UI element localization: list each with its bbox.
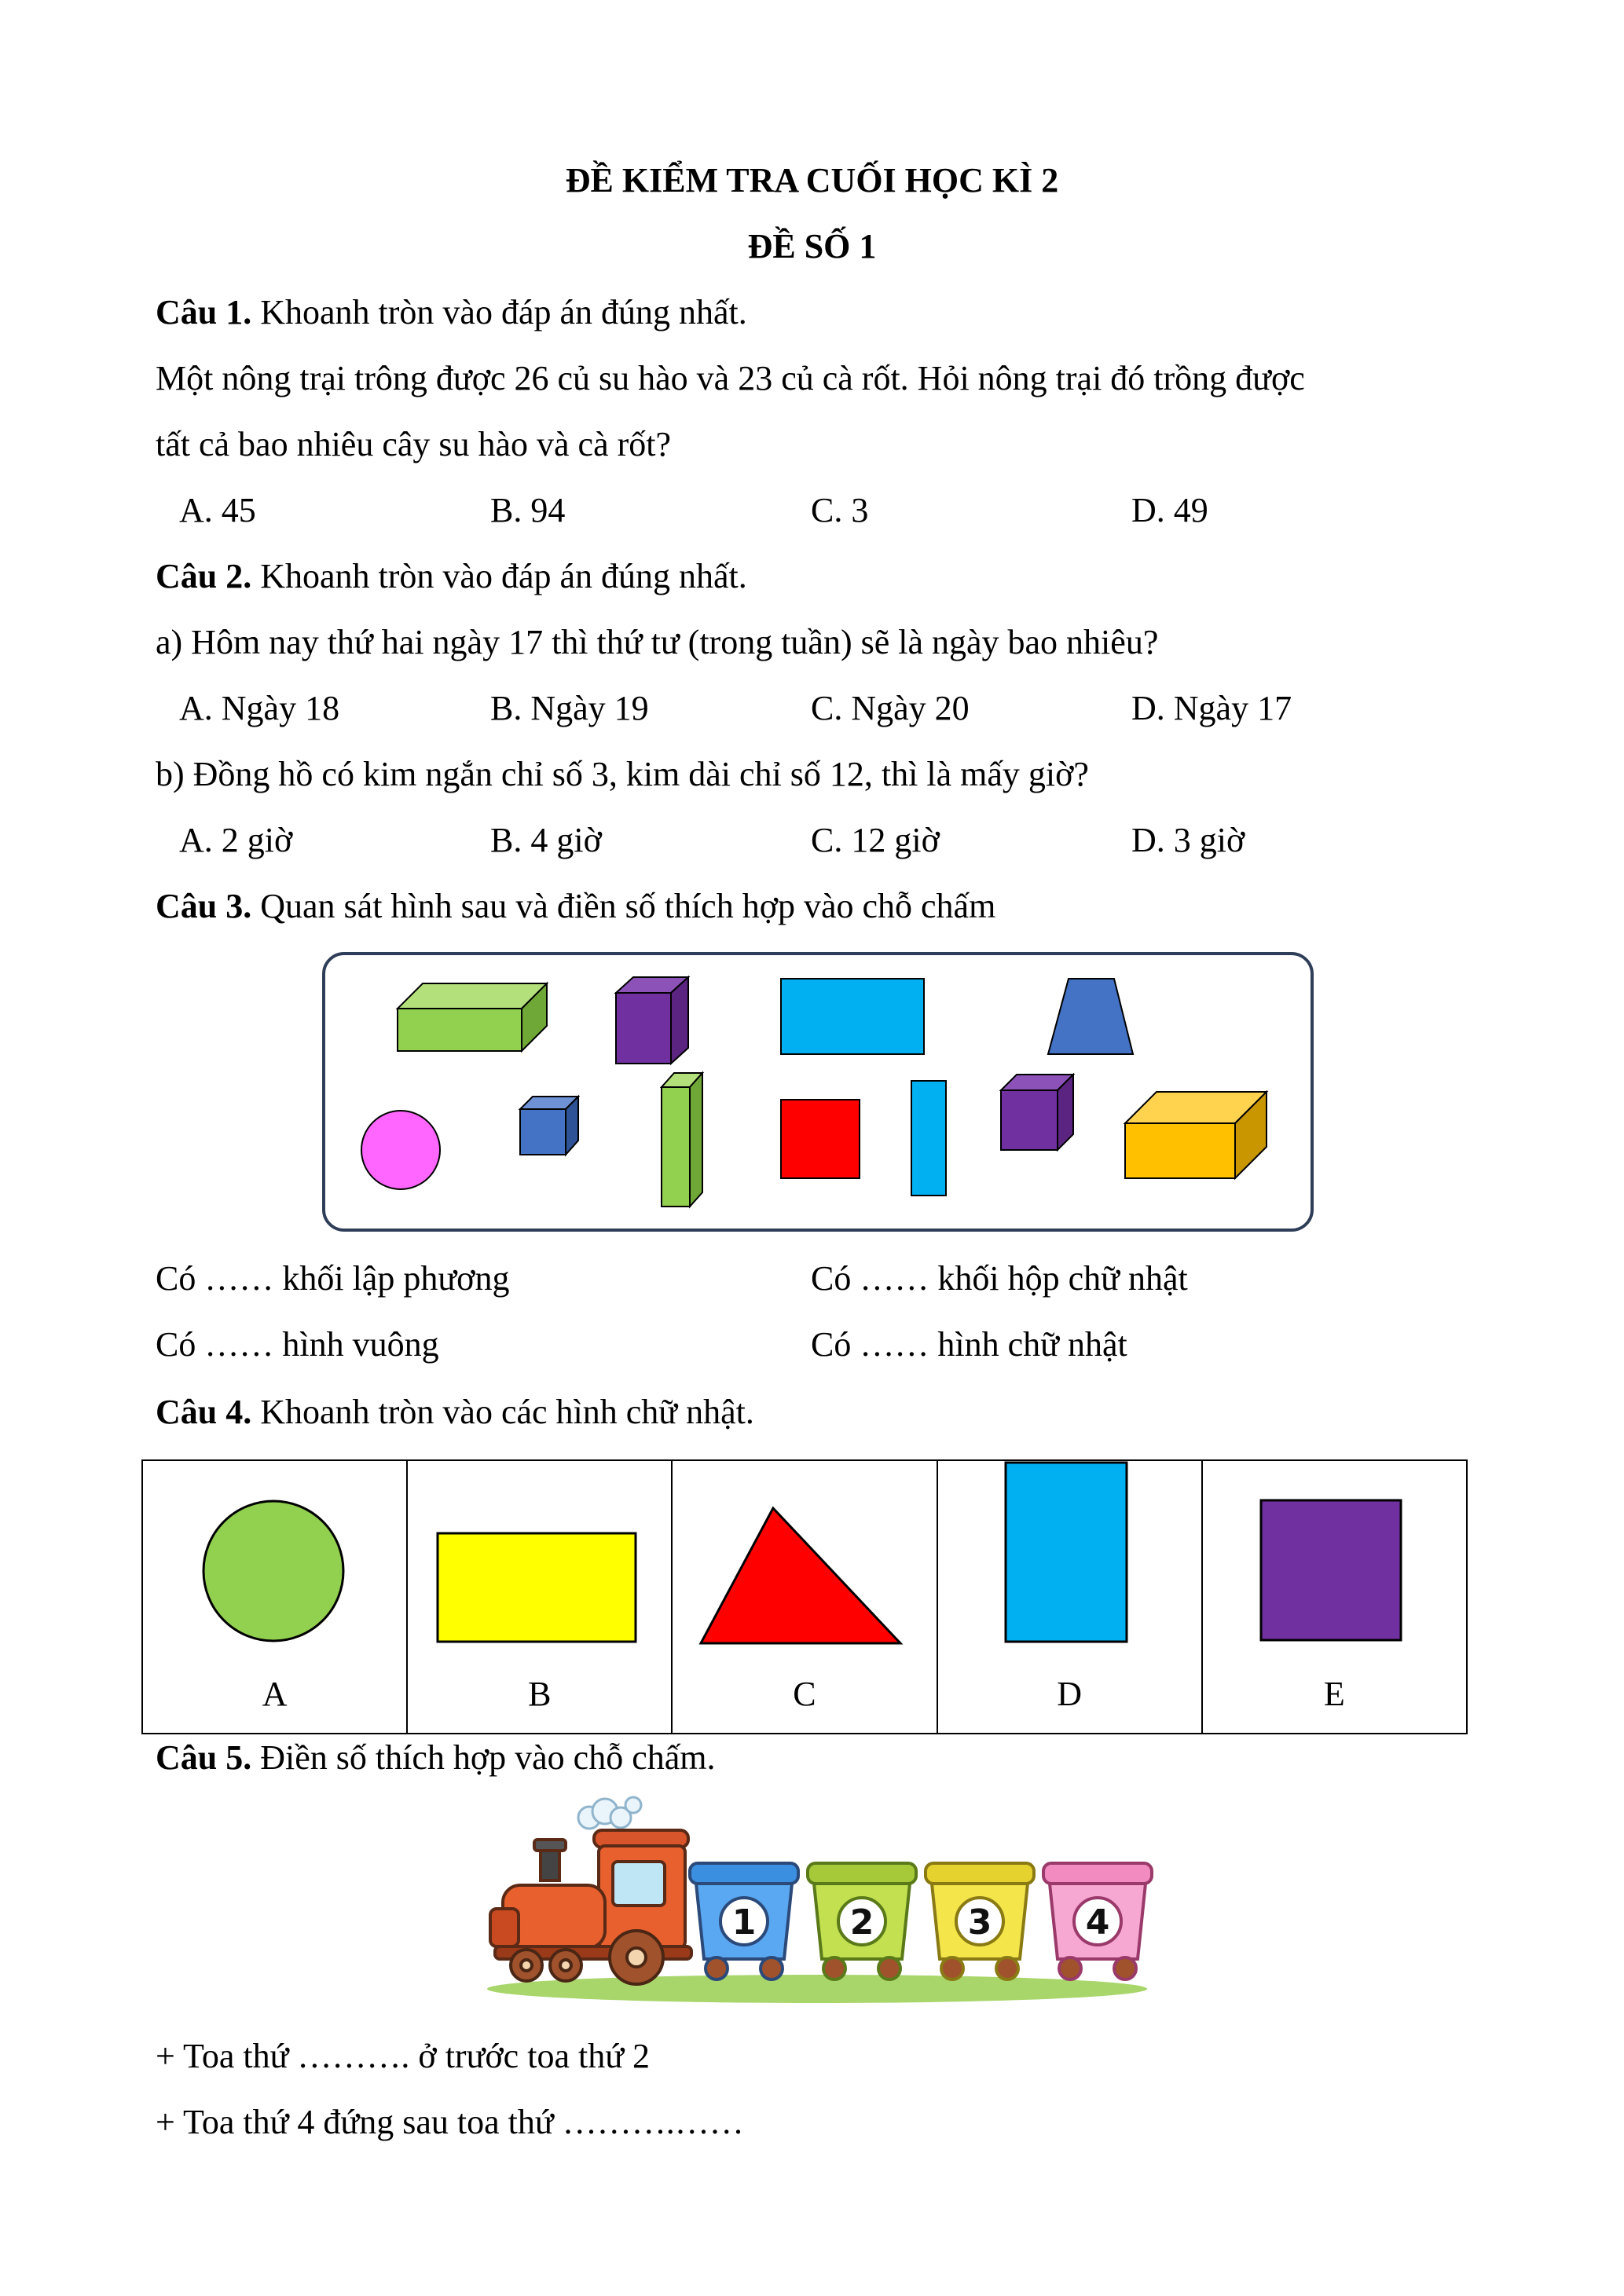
q4-heading: [156, 1392, 754, 1433]
q4-label-e: E: [1323, 1675, 1345, 1713]
green-cuboid-shape: [398, 983, 547, 1051]
q4-label-b: B: [528, 1675, 552, 1713]
q4-cell-a[interactable]: [142, 1460, 407, 1734]
q2b-option-b[interactable]: B. 4 giờ: [490, 821, 602, 859]
q1-instruction: Khoanh tròn vào đáp án đúng nhất.: [251, 293, 747, 331]
page-subtitle: ĐỀ SỐ 1: [747, 227, 877, 265]
q5-instruction: Điền số thích hợp vào chỗ chấm.: [251, 1738, 716, 1777]
q1-heading: [156, 292, 747, 333]
cyan-rectangle-shape: [781, 979, 924, 1054]
q4-cell-c[interactable]: [672, 1460, 937, 1734]
q4-label-c: C: [793, 1675, 816, 1713]
q3-instruction: Quan sát hình sau và điền số thích hợp vào chỗ chấm: [251, 887, 996, 925]
q3-label: Câu 3.: [156, 887, 252, 925]
q3-fill-cuboids[interactable]: Có …… khối hộp chữ nhật: [811, 1259, 1188, 1298]
page-title: ĐỀ KIỂM TRA CUỐI HỌC KÌ 2: [565, 161, 1059, 200]
q2a-option-d[interactable]: D. Ngày 17: [1131, 689, 1292, 727]
q1-option-c[interactable]: C. 3: [811, 491, 869, 529]
q4-shapes-table: [141, 1459, 1468, 1734]
q3-shapes-illustration: [325, 955, 1311, 1229]
wagon-3-number: 3: [967, 1902, 992, 1943]
purple-cube-right-shape: [1001, 1075, 1073, 1150]
smoke-clouds: [578, 1797, 641, 1829]
yellow-cuboid-shape: [1125, 1092, 1267, 1178]
q2a-option-a[interactable]: A. Ngày 18: [179, 689, 340, 727]
q5-fill-line1[interactable]: + Toa thứ ………. ở trước toa thứ 2: [156, 2037, 651, 2075]
wagon-4-number: 4: [1085, 1902, 1110, 1943]
purple-cube-shape: [616, 977, 688, 1064]
q1-option-a[interactable]: A. 45: [179, 491, 256, 529]
q2b-option-a[interactable]: A. 2 giờ: [179, 821, 293, 859]
q1-label: Câu 1.: [156, 293, 252, 331]
q3-shapes-box: [322, 952, 1314, 1232]
wagon-2-number: 2: [849, 1902, 874, 1943]
q5-label: Câu 5.: [156, 1738, 252, 1777]
wagon-4: [1043, 1863, 1152, 1979]
q5-fill-line2[interactable]: + Toa thứ 4 đứng sau toa thứ ……….……: [156, 2103, 744, 2141]
q4-cell-b[interactable]: [407, 1460, 672, 1734]
q5-heading: [156, 1738, 716, 1778]
grass-strip: [487, 1975, 1147, 2003]
wagon-2: [808, 1863, 916, 1979]
q2-label: Câu 2.: [156, 557, 252, 595]
q2b-option-c[interactable]: C. 12 giờ: [811, 821, 940, 859]
wagon-3: [926, 1863, 1034, 1979]
q4-label-d: D: [1057, 1675, 1083, 1713]
train-illustration: [479, 1791, 1155, 2011]
q3-heading: [156, 886, 995, 927]
q2-heading: [156, 556, 747, 597]
q2b-option-d[interactable]: D. 3 giờ: [1131, 821, 1245, 859]
q3-fill-squares[interactable]: Có …… hình vuông: [156, 1325, 439, 1364]
pink-circle-shape: [361, 1111, 440, 1189]
blue-trapezoid-shape: [1048, 979, 1133, 1054]
engine-window: [613, 1862, 665, 1906]
wagon-1: [690, 1863, 798, 1979]
q3-fill-cubes[interactable]: Có …… khối lập phương: [156, 1259, 510, 1298]
cyan-tall-rectangle-shape: [911, 1081, 946, 1196]
q1-text-line2: tất cả bao nhiêu cây su hào và cà rốt?: [156, 425, 672, 463]
engine: [490, 1830, 691, 1959]
green-tall-cuboid-shape: [662, 1073, 702, 1207]
q1-text-line1: Một nông trại trông được 26 củ su hào và 23 củ cà rốt. Hỏi nông trại đó trồng được: [156, 359, 1305, 397]
blue-cube-shape: [520, 1097, 578, 1155]
q4-instruction: Khoanh tròn vào các hình chữ nhật.: [251, 1393, 754, 1431]
q1-option-b[interactable]: B. 94: [490, 491, 566, 529]
q4-label-a: A: [262, 1675, 288, 1713]
q2a-text: a) Hôm nay thứ hai ngày 17 thì thứ tư (trong tuần) sẽ là ngày bao nhiêu?: [156, 623, 1159, 661]
q4-label: Câu 4.: [156, 1393, 252, 1431]
red-square-shape: [781, 1100, 860, 1178]
q4-cell-e[interactable]: [1202, 1460, 1467, 1734]
q2a-option-c[interactable]: C. Ngày 20: [811, 689, 970, 727]
q3-fill-rectangles[interactable]: Có …… hình chữ nhật: [811, 1325, 1127, 1364]
wagon-1-number: 1: [731, 1902, 757, 1943]
q2-instruction: Khoanh tròn vào đáp án đúng nhất.: [251, 557, 747, 595]
q4-cell-d[interactable]: [937, 1460, 1202, 1734]
q2a-option-b[interactable]: B. Ngày 19: [490, 689, 649, 727]
q2b-text: b) Đồng hồ có kim ngắn chỉ số 3, kim dài chỉ số 12, thì là mấy giờ?: [156, 755, 1089, 793]
q1-option-d[interactable]: D. 49: [1131, 491, 1208, 529]
